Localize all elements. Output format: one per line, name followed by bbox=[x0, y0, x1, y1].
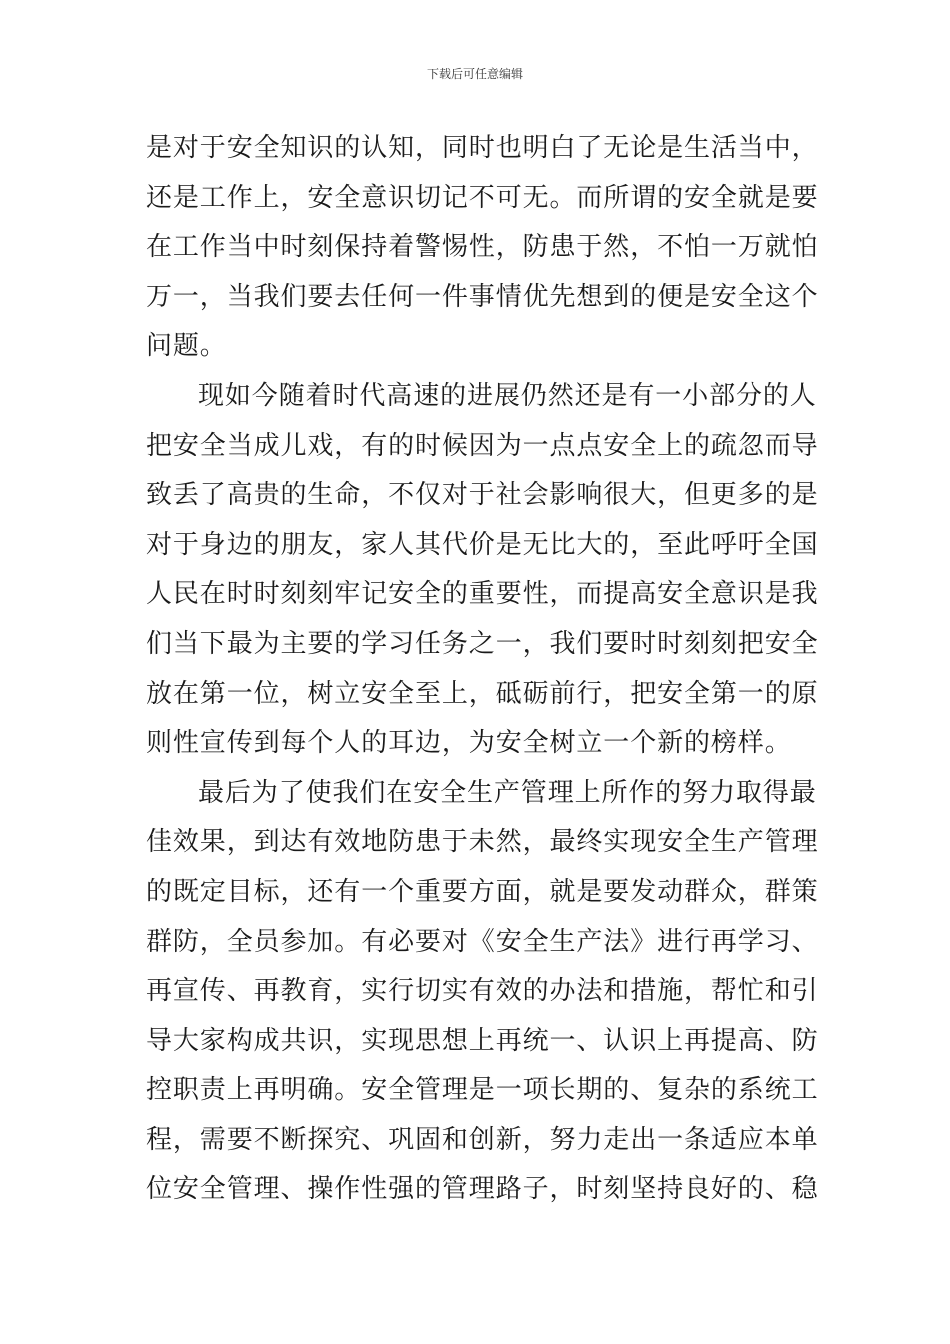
text-line: 在工作当中时刻保持着警惕性，防患于然，不怕一万就怕 bbox=[146, 232, 819, 263]
text-line: 佳效果，到达有效地防患于未然，最终实现安全生产管理 bbox=[146, 827, 819, 858]
document-body bbox=[146, 124, 819, 1215]
text-line: 还是工作上，安全意识切记不可无。而所谓的安全就是要 bbox=[146, 182, 819, 213]
text-line: 万一，当我们要去任何一件事情优先想到的便是安全这个 bbox=[146, 281, 819, 312]
text-line: 们当下最为主要的学习任务之一，我们要时时刻刻把安全 bbox=[146, 628, 819, 659]
text-line: 放在第一位，树立安全至上，砥砺前行，把安全第一的原 bbox=[146, 678, 819, 709]
text-line: 导大家构成共识，实现思想上再统一、认识上再提高、防 bbox=[146, 1025, 819, 1056]
text-line: 对于身边的朋友，家人其代价是无比大的，至此呼吁全国 bbox=[146, 529, 819, 560]
paragraph-first-line: 现如今随着时代高速的进展仍然还是有一小部分的人 bbox=[198, 380, 817, 411]
text-line: 则性宣传到每个人的耳边，为安全树立一个新的榜样。 bbox=[146, 728, 792, 759]
text-line: 把安全当成儿戏，有的时候因为一点点安全上的疏忽而导 bbox=[146, 430, 819, 461]
text-line: 控职责上再明确。安全管理是一项长期的、复杂的系统工 bbox=[146, 1075, 819, 1106]
text-line: 人民在时时刻刻牢记安全的重要性，而提高安全意识是我 bbox=[146, 579, 819, 610]
text-line: 再宣传、再教育，实行切实有效的办法和措施，帮忙和引 bbox=[146, 976, 819, 1007]
text-line: 致丢了高贵的生命，不仅对于社会影响很大，但更多的是 bbox=[146, 480, 819, 511]
page-header: 下载后可任意编辑 bbox=[426, 67, 523, 81]
text-line: 问题。 bbox=[146, 331, 227, 362]
text-line: 程，需要不断探究、巩固和创新，努力走出一条适应本单 bbox=[146, 1124, 819, 1155]
text-line: 是对于安全知识的认知，同时也明白了无论是生活当中， bbox=[146, 133, 819, 163]
text-line: 的既定目标，还有一个重要方面，就是要发动群众，群策 bbox=[146, 876, 819, 907]
text-line: 位安全管理、操作性强的管理路子，时刻坚持良好的、稳 bbox=[146, 1174, 819, 1205]
text-line: 群防，全员参加。有必要对《安全生产法》进行再学习、 bbox=[146, 926, 819, 957]
paragraph-first-line: 最后为了使我们在安全生产管理上所作的努力取得最 bbox=[198, 777, 817, 808]
